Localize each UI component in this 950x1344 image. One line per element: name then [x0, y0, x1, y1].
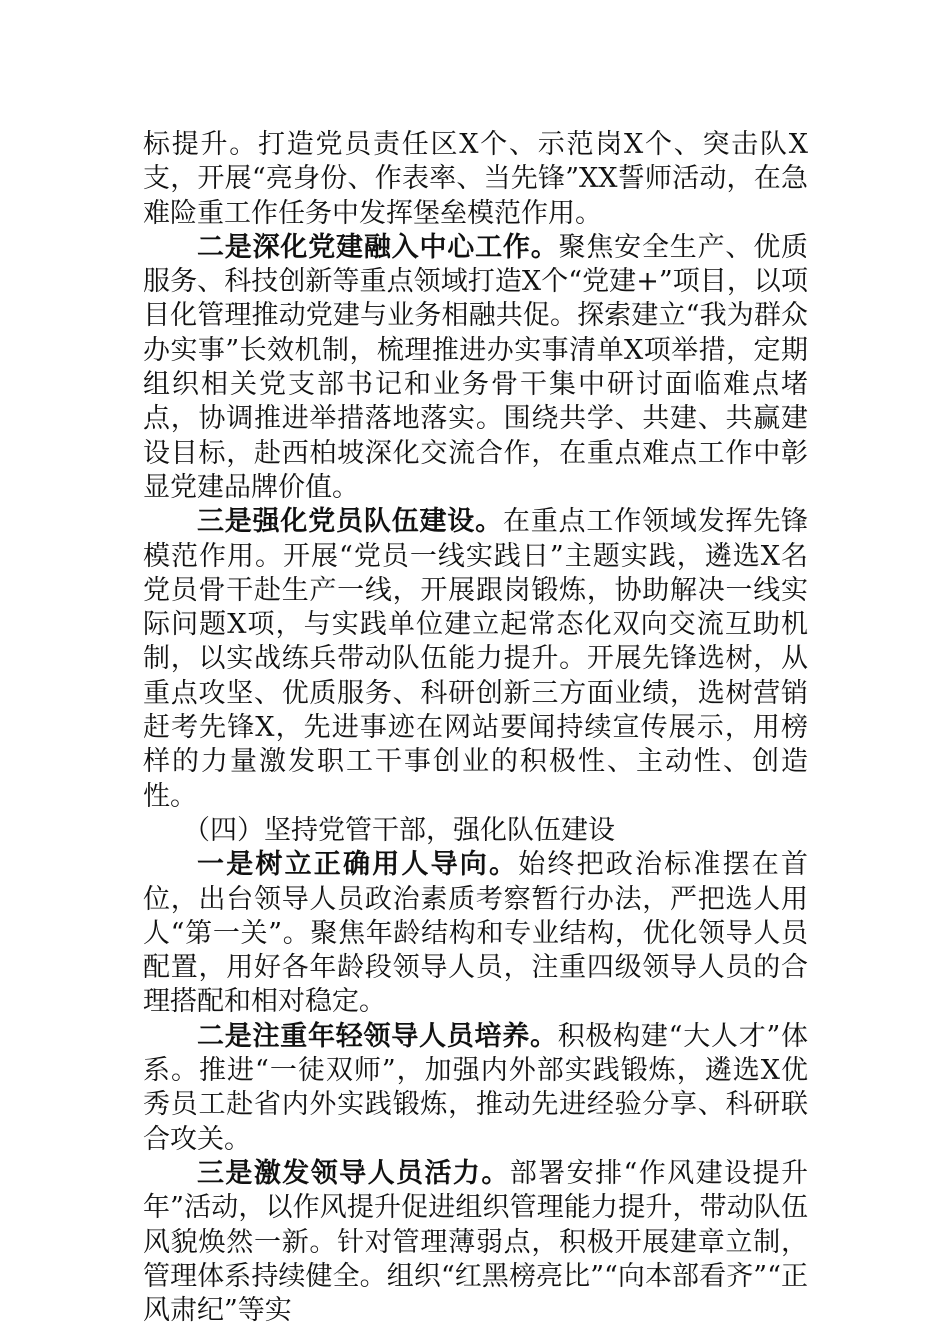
paragraph-leader-vitality	[143, 1157, 808, 1328]
paragraph-employment-orientation	[143, 848, 808, 1019]
section-heading: （四）坚持党管干部，强化队伍建设	[183, 814, 615, 846]
paragraph-body: 在重点工作领域发挥先锋模范作用。开展“党员一线实践日”主题实践，遴选X名党员骨干赴生产一线，开展跟岗锻炼，协助解决一线实际问题X项，与实践单位建立起常态化双向交流互助机制，以实战练兵带动队伍能力提升。开展先锋选树，从重点攻坚、优质服务、科研创新三方面业绩，选树营销赶考先锋X，先进事迹在网站要闻持续宣传展示，用榜样的力量激发职工干事创业的积极性、主动性、创造性。	[143, 506, 809, 812]
paragraph-body: 始终把政治标准摆在首位，出台领导人员政治素质考察暂行办法，严把选人用人“第一关”。聚焦年龄结构和专业结构，优化领导人员配置，用好各年龄段领导人员，注重四级领导人员的合理搭配和相对稳定。	[143, 849, 809, 1018]
paragraph-lead-title: 三是激发领导人员活力。	[197, 1157, 510, 1189]
paragraph-party-building-integration	[143, 231, 808, 505]
paragraph-continued: 标提升。打造党员责任区X个、示范岗X个、突击队X支，开展“亮身份、作表率、当先锋”XX誓师活动，在急难险重工作任务中发挥堡垒模范作用。	[143, 129, 808, 229]
paragraph-body: 积极构建“大人才”体系。推进“一徒双师”，加强内外部实践锻炼，遴选X优秀员工赴省内外实践锻炼，推动先进经验分享、科研联合攻关。	[143, 1020, 808, 1155]
paragraph-lead-title: 二是注重年轻领导人员培养。	[197, 1020, 558, 1052]
paragraph-body: 聚焦安全生产、优质服务、科技创新等重点领域打造X个“党建+”项目，以项目化管理推动党建与业务相融共促。探索建立“我为群众办实事”长效机制，梳理推进办实事清单X项举措，定期组织相关党支部书记和业务骨干集中研讨面临难点堵点，协调推进举措落地落实。围绕共学、共建、共赢建设目标，赴西柏坡深化交流合作，在重点难点工作中彰显党建品牌价值。	[143, 231, 809, 503]
paragraph-body: 部署安排“作风建设提升年”活动，以作风提升促进组织管理能力提升，带动队伍风貌焕然一新。针对管理薄弱点，积极开展建章立制，管理体系持续健全。组织“红黑榜亮比”“向本部看齐”“正风肃纪”等实	[143, 1157, 808, 1327]
paragraph-lead-title: 三是强化党员队伍建设。	[197, 506, 503, 538]
paragraph-lead-title: 二是深化党建融入中心工作。	[197, 231, 559, 263]
paragraph-young-leader-training	[143, 1020, 808, 1157]
paragraph-member-team-building	[143, 505, 808, 814]
paragraph-lead-title: 一是树立正确用人导向。	[197, 849, 519, 881]
document-page	[143, 128, 808, 1328]
